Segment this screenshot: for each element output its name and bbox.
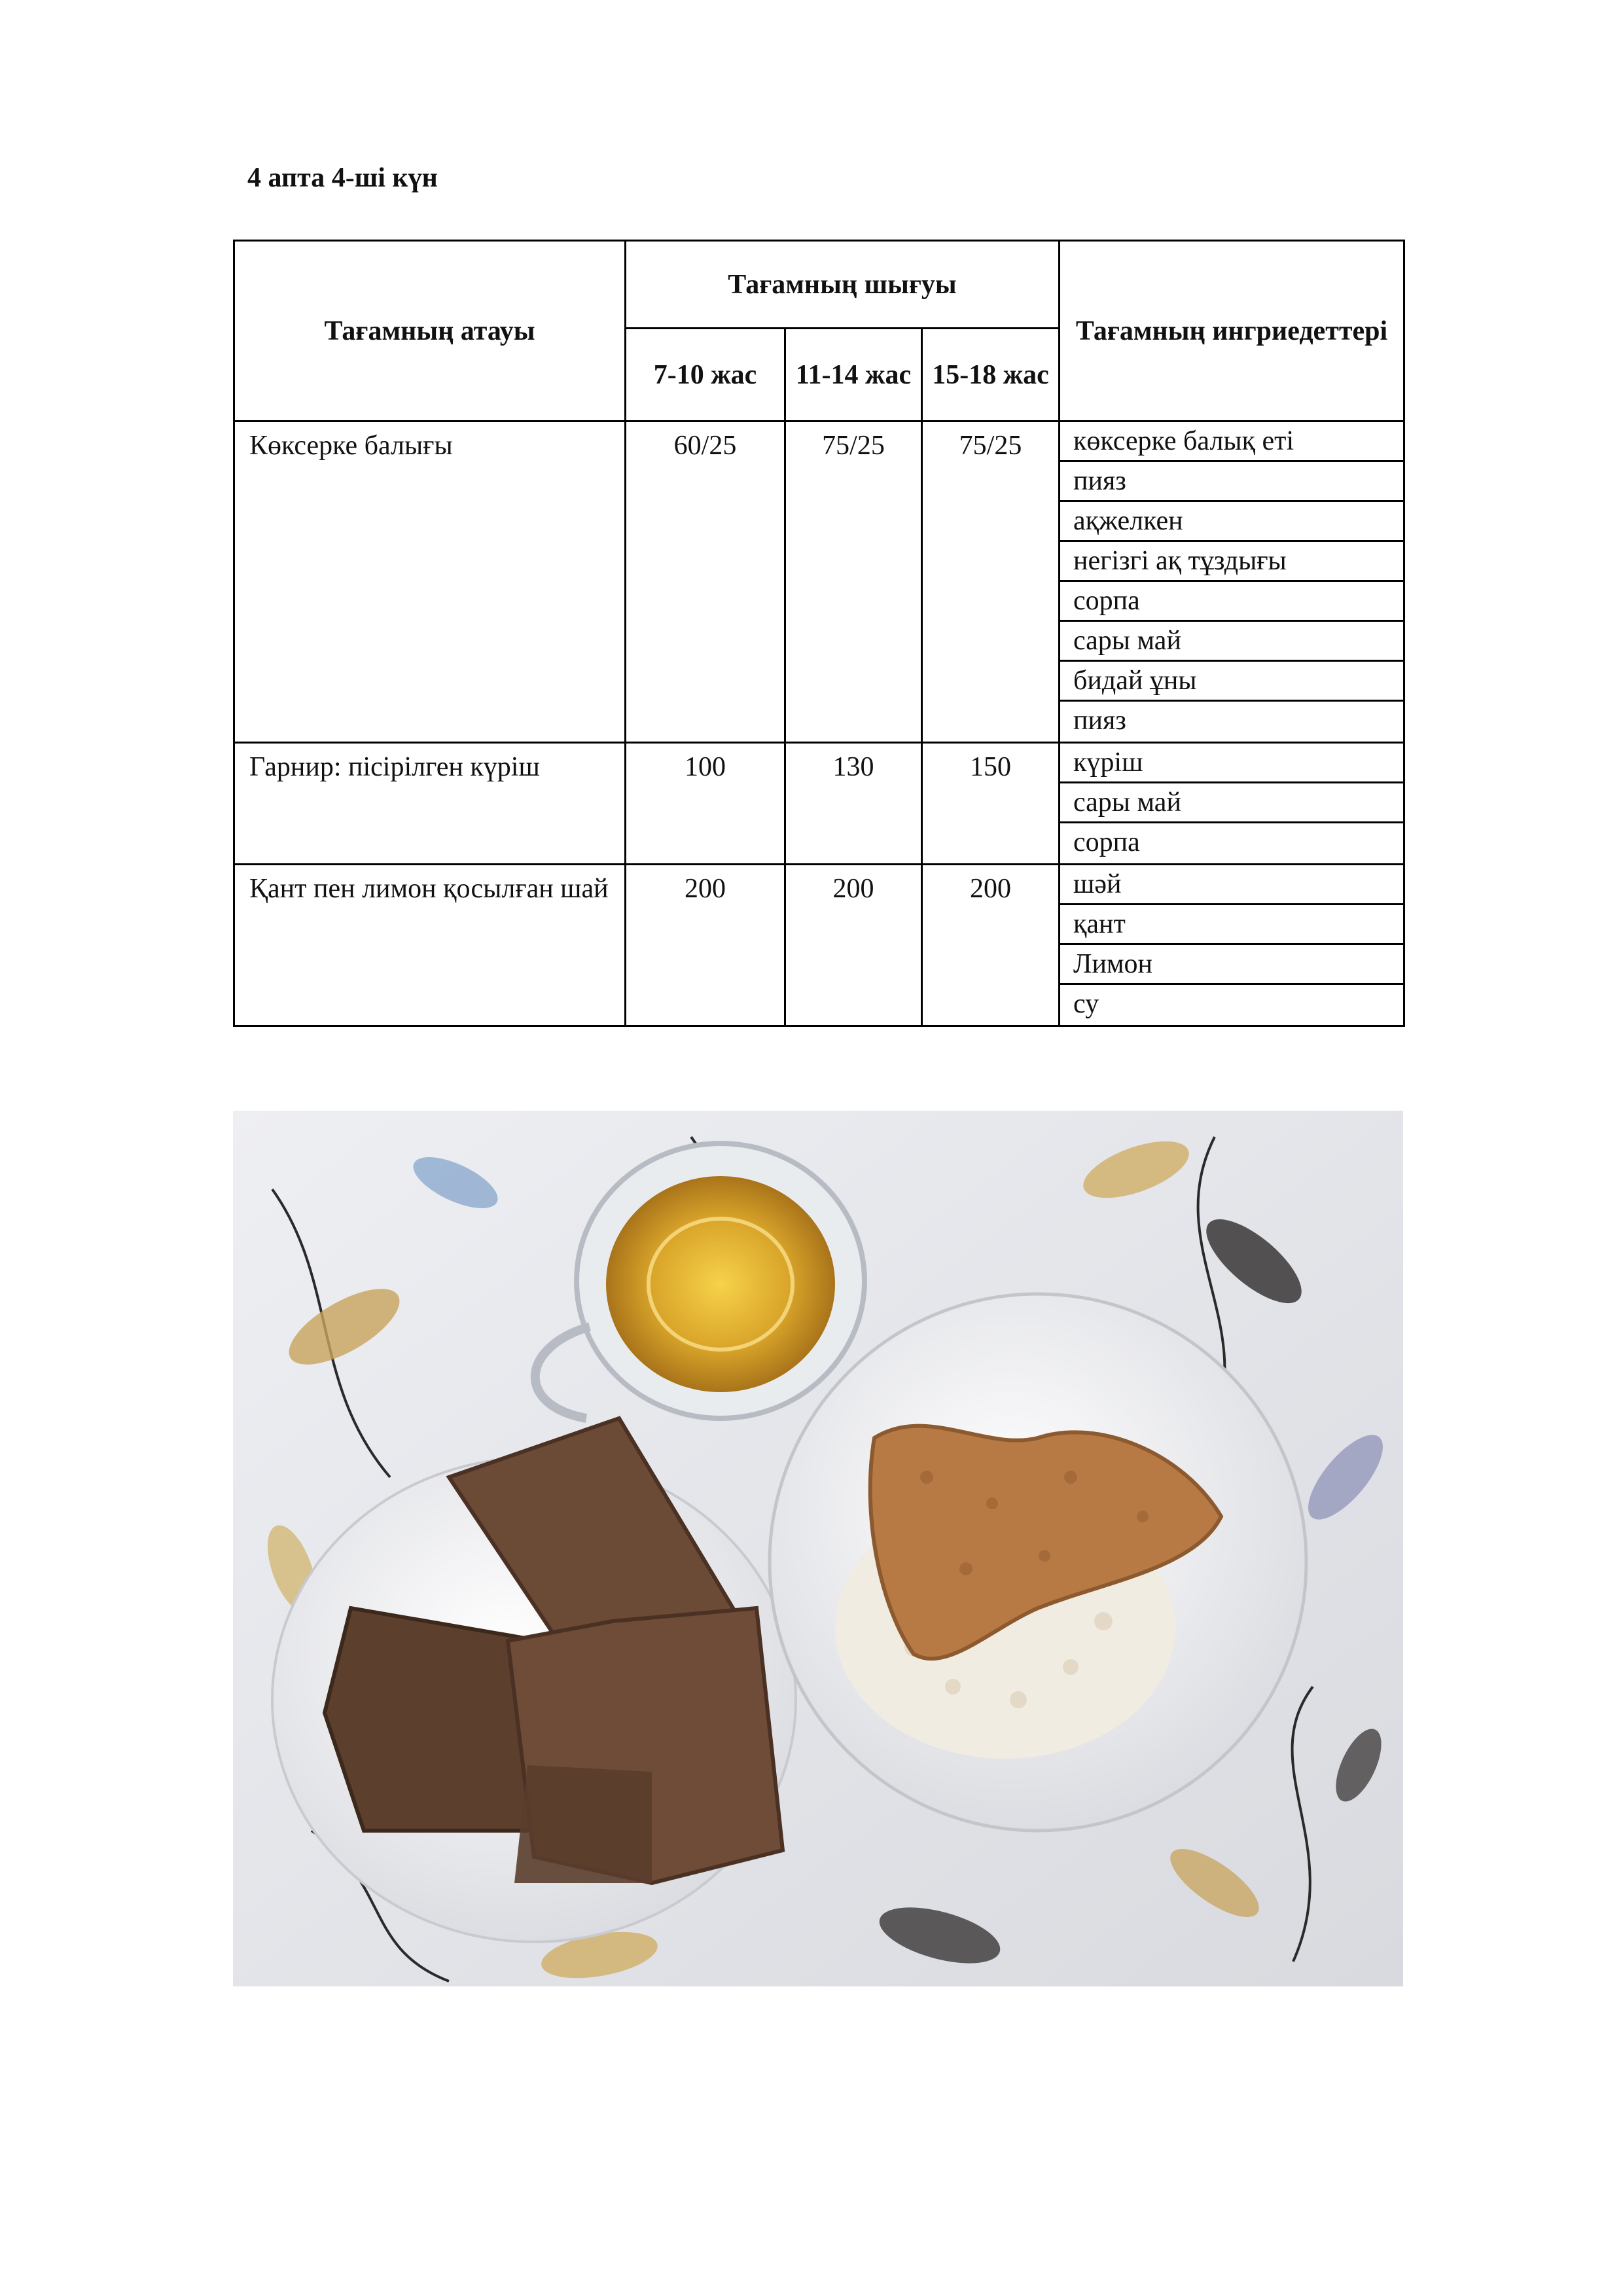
- header-age-15-18: 15-18 жас: [922, 329, 1060, 422]
- ingredient-item: Лимон: [1060, 945, 1403, 985]
- portion-7-10: 60/25: [626, 422, 785, 743]
- header-output: Тағамның шығуы: [626, 241, 1060, 329]
- ingredient-item: қант: [1060, 905, 1403, 945]
- ingredient-item: шәй: [1060, 865, 1403, 905]
- meal-photo-icon: [233, 1111, 1403, 1986]
- ingredient-item: сары май: [1060, 783, 1403, 823]
- table-row: [234, 743, 1404, 865]
- table-row: [234, 422, 1404, 743]
- ingredient-item: негізгі ақ тұздығы: [1060, 542, 1403, 582]
- portion-7-10: 100: [626, 743, 785, 865]
- portion-7-10: 200: [626, 865, 785, 1026]
- portion-11-14: 75/25: [785, 422, 922, 743]
- header-ingredients: Тағамның ингриедеттері: [1060, 241, 1404, 422]
- dish-name: Гарнир: пісірілген күріш: [234, 743, 626, 865]
- ingredient-item: су: [1073, 989, 1099, 1019]
- header-age-7-10: 7-10 жас: [626, 329, 785, 422]
- dish-name: Көксерке балығы: [234, 422, 626, 743]
- ingredient-item: пияз: [1073, 706, 1126, 736]
- portion-11-14: 200: [785, 865, 922, 1026]
- header-age-11-14: 11-14 жас: [785, 329, 922, 422]
- table-row: [234, 865, 1404, 1026]
- portion-11-14: 130: [785, 743, 922, 865]
- ingredient-item: бидай ұны: [1060, 662, 1403, 702]
- dish-name: Қант пен лимон қосылған шай: [234, 865, 626, 1026]
- ingredients-cell: [1060, 865, 1404, 1026]
- ingredients-cell: [1060, 422, 1404, 743]
- ingredient-item: көксерке балық еті: [1060, 422, 1403, 462]
- ingredient-item: сорпа: [1060, 582, 1403, 622]
- ingredient-item: сорпа: [1073, 827, 1140, 857]
- portion-15-18: 200: [922, 865, 1060, 1026]
- header-dish-name: Тағамның атауы: [234, 241, 626, 422]
- portion-15-18: 75/25: [922, 422, 1060, 743]
- ingredient-item: ақжелкен: [1060, 502, 1403, 542]
- ingredient-item: сары май: [1060, 622, 1403, 662]
- ingredient-item: күріш: [1060, 744, 1403, 783]
- portion-15-18: 150: [922, 743, 1060, 865]
- menu-table: [233, 240, 1405, 1027]
- ingredients-cell: [1060, 743, 1404, 865]
- rice-fish-bowl: [770, 1294, 1306, 1831]
- ingredient-item: пияз: [1060, 462, 1403, 502]
- page-heading: 4 апта 4-ші күн: [247, 163, 438, 193]
